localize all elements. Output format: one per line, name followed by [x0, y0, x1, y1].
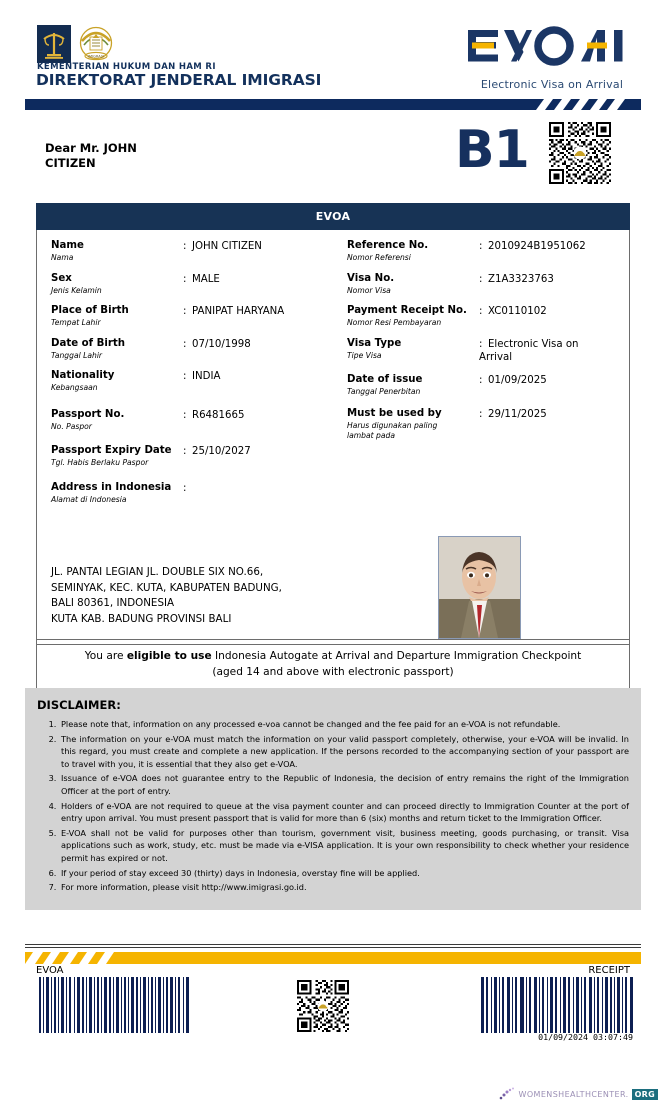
table-row: [347, 273, 629, 296]
qr-code-top: [549, 122, 611, 184]
scales-of-justice-icon: [41, 30, 67, 60]
table-right-column: [333, 240, 629, 514]
field-label-en: Nationality: [51, 370, 115, 381]
directorate-name-line: DIREKTORAT JENDERAL IMIGRASI: [36, 71, 322, 89]
receipt-timestamp: 01/09/2024 03:07:49: [538, 1032, 633, 1042]
ministry-logos: [37, 25, 115, 63]
field-label-en: Date of Birth: [51, 337, 126, 349]
disclaimer-section: [25, 688, 641, 910]
table-row: [347, 374, 629, 397]
disclaimer-list: [37, 718, 629, 894]
field-label-en: Passport No.: [51, 408, 125, 420]
field-value: : INDIA: [183, 371, 221, 382]
field-label-en: Visa Type: [347, 337, 402, 349]
svg-text:IMIGRASI: IMIGRASI: [87, 54, 105, 59]
field-label-en: Address in Indonesia: [51, 481, 172, 493]
field-label-en: Date of issue: [347, 373, 423, 385]
watermark-dots-icon: [498, 1087, 516, 1101]
applicant-photo: [438, 536, 521, 639]
field-value: :: [183, 482, 187, 494]
disclaimer-item: 5. E-VOA shall not be valid for purposes other than tourism, government visit, business meeting, goods purchasing, or transit. Visa applications such as work, study, etc. must be made via e-VISA application. It is your own responsibility to check whether your residence permit has expired or not.: [59, 827, 629, 865]
table-row: [51, 482, 333, 505]
field-value: : PANIPAT HARYANA: [183, 306, 285, 317]
table-row: [347, 305, 629, 328]
field-label-id: Nomor Referensi: [347, 253, 411, 262]
evoa-details-table: [36, 203, 630, 645]
field-label-id: Kebangsaan: [51, 383, 98, 392]
field-label-id: No. Paspor: [51, 421, 92, 431]
passport-photo-image: [439, 537, 520, 638]
table-row: [51, 240, 333, 263]
disclaimer-item: 3. Issuance of e-VOA does not guarantee entry to the Republic of Indonesia, the decision of entry remains the right of the Immigration Officer at the port of entry.: [59, 772, 629, 797]
greeting-line-1: Dear Mr. JOHN: [45, 141, 137, 155]
disclaimer-item: 2. The information on your e-VOA must match the information on your valid passport completely, otherwise, your e-VOA will be invalid. In this regard, you must create and complete a new application. If the persons recorded to the accompanying section of your passport are to travel with you, it is essential that they also get e-VOA.: [59, 733, 629, 771]
immigration-emblem-icon: [77, 25, 115, 63]
autogate-eligibility-notice: [36, 639, 630, 689]
table-body: [36, 230, 630, 645]
field-value: : Electronic Visa on Arrival: [479, 338, 579, 363]
field-label-id: Jenis Kelamin: [51, 285, 102, 295]
field-value: : 25/10/2027: [183, 446, 251, 457]
watermark-text: WOMENSHEALTHCENTER.: [518, 1089, 629, 1099]
field-label-en: Payment Receipt No.: [347, 305, 467, 316]
field-label-en: Visa No.: [347, 272, 395, 284]
field-label-id: Nama: [51, 253, 74, 262]
greeting-line-2: CITIZEN: [45, 156, 96, 170]
table-row: [51, 370, 333, 393]
field-label-id: Tanggal Penerbitan: [347, 386, 421, 396]
table-row: [51, 338, 333, 361]
document-header: [0, 0, 666, 95]
immigration-directorate-logo: [77, 25, 115, 63]
field-value: : MALE: [183, 273, 220, 285]
field-label-id: Alamat di Indonesia: [51, 494, 127, 504]
field-label-en: Passport Expiry Date: [51, 445, 172, 456]
table-row: [347, 240, 629, 263]
field-label-id: Tanggal Lahir: [51, 350, 103, 360]
field-label-id: Nomor Resi Pembayaran: [347, 318, 442, 327]
visa-class-code: B1: [455, 120, 529, 180]
field-value: : R6481665: [183, 409, 245, 421]
site-watermark: [498, 1087, 658, 1101]
footer-divider: [25, 944, 641, 948]
address-line: BALI 80361, INDONESIA: [51, 597, 175, 609]
ministry-law-human-rights-logo: [37, 25, 71, 63]
indonesia-address-block: [51, 565, 431, 627]
table-row: [51, 445, 333, 468]
evoa-brand-subtitle: Electronic Visa on Arrival: [480, 78, 624, 91]
eligibility-line-1: You are eligible to use Indonesia Autogate at Arrival and Departure Immigration Checkpoint: [84, 650, 582, 662]
field-value: : 2010924B1951062: [479, 241, 586, 252]
qr-code-bottom: [297, 980, 349, 1032]
field-value: : JOHN CITIZEN: [183, 241, 262, 252]
greeting-block: [45, 141, 137, 171]
field-label-id: Nomor Visa: [347, 285, 391, 295]
field-label-id: Tipe Visa: [347, 350, 382, 360]
field-label-id: Tempat Lahir: [51, 318, 101, 327]
table-header-title: EVOA: [36, 203, 630, 230]
field-label-en: Sex: [51, 272, 72, 284]
address-line: KUTA KAB. BADUNG PROVINSI BALI: [51, 612, 232, 625]
table-row: [347, 408, 629, 440]
eligibility-line-2: (aged 14 and above with electronic passport): [212, 666, 454, 678]
footer-accent-stripe: [25, 952, 641, 964]
field-label-en: Must be used by: [347, 408, 442, 419]
evoa-wordmark-icon: [462, 26, 642, 72]
field-label-id: Harus digunakan paling lambat pada: [347, 421, 438, 440]
table-row: [347, 338, 629, 364]
table-row: [51, 273, 333, 296]
barcode-receipt: [481, 977, 633, 1033]
disclaimer-item: 7. For more information, please visit http://www.imigrasi.go.id.: [59, 881, 629, 894]
disclaimer-title: DISCLAIMER:: [37, 698, 121, 712]
field-value: : 01/09/2025: [479, 374, 547, 386]
field-label-en: Name: [51, 240, 84, 251]
disclaimer-item: 1. Please note that, information on any processed e-voa cannot be changed and the fee paid for an e-VOA is not refundable.: [59, 718, 629, 731]
evoa-brand-logo: [462, 26, 642, 91]
address-line: SEMINYAK, KEC. KUTA, KABUPATEN BADUNG,: [51, 581, 282, 594]
field-value: : 29/11/2025: [479, 409, 547, 420]
header-accent-stripe: [25, 99, 641, 110]
table-row: [51, 409, 333, 432]
field-value: : 07/10/1998: [183, 338, 251, 350]
barcode-right-label: RECEIPT: [588, 965, 630, 976]
table-left-column: [37, 240, 333, 514]
field-value: : Z1A3323763: [479, 273, 554, 285]
field-label-id: Tgl. Habis Berlaku Paspor: [51, 458, 149, 467]
field-value: : XC0110102: [479, 306, 547, 317]
disclaimer-item: 6. If your period of stay exceed 30 (thirty) days in Indonesia, overstay fine will be applied.: [59, 867, 629, 880]
address-line: JL. PANTAI LEGIAN JL. DOUBLE SIX NO.66,: [51, 566, 264, 578]
barcode-evoa: [38, 977, 190, 1033]
field-label-en: Reference No.: [347, 240, 429, 251]
barcode-left-label: EVOA: [36, 965, 64, 976]
table-row: [51, 305, 333, 328]
ministry-name-line: KEMENTERIAN HUKUM DAN HAM RI: [37, 62, 216, 72]
disclaimer-item: 4. Holders of e-VOA are not required to queue at the visa payment counter and can proceed directly to Immigration Counter at the port of entry upon arrival. You must present passport that is valid for more than 6 (six) months and return ticket to the Immigration Officer.: [59, 800, 629, 825]
watermark-org-badge: ORG: [632, 1089, 658, 1100]
field-label-en: Place of Birth: [51, 305, 129, 316]
